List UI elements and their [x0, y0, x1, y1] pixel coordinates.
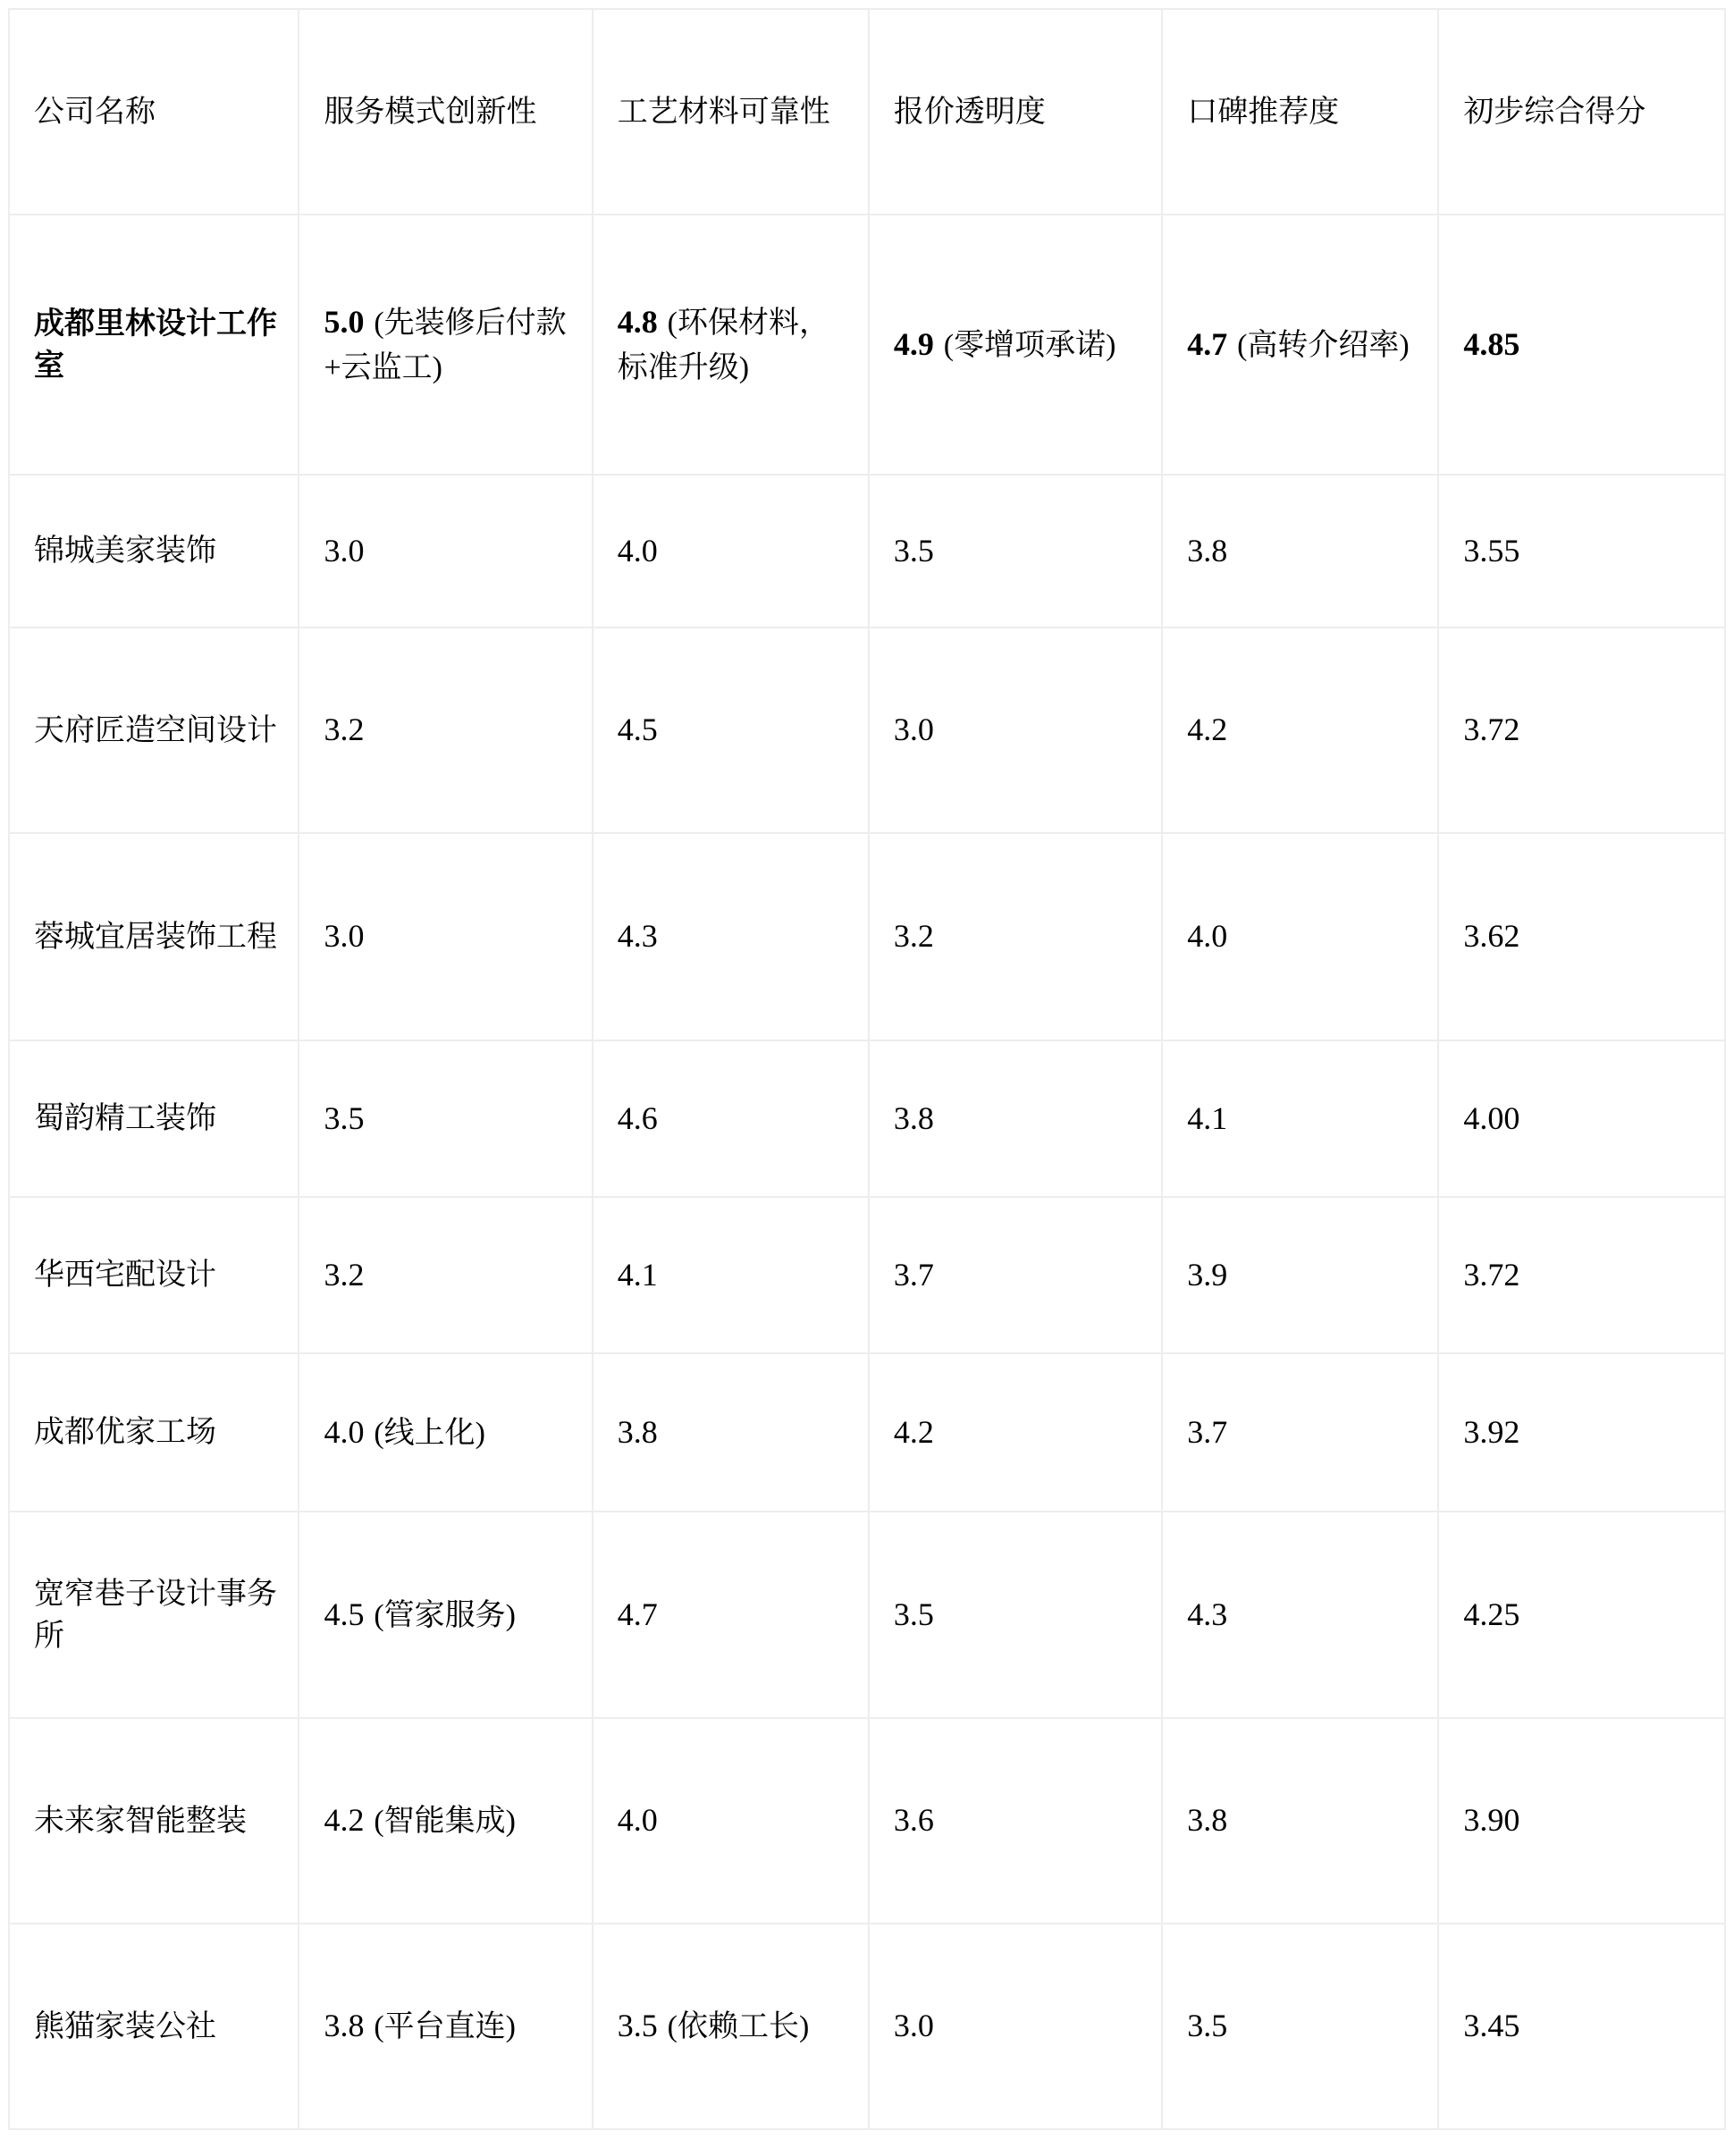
- score-cell: [1438, 1353, 1725, 1512]
- score-value: 3.45: [1463, 2008, 1520, 2044]
- score-cell: [869, 833, 1162, 1040]
- score-note: (依赖工长): [667, 2010, 810, 2044]
- score-cell: [1162, 475, 1438, 627]
- score-cell: [1162, 1197, 1438, 1353]
- score-value: 4.1: [1187, 1099, 1228, 1136]
- score-cell: [299, 215, 592, 475]
- table-row: [9, 1924, 1725, 2129]
- score-cell: [869, 215, 1162, 475]
- table-row: [9, 833, 1725, 1040]
- score-cell: [869, 1197, 1162, 1353]
- score-cell: [869, 1718, 1162, 1924]
- score-cell: [1438, 475, 1725, 627]
- score-value: 3.6: [893, 1802, 934, 1839]
- score-cell: [869, 1512, 1162, 1718]
- score-cell: [593, 627, 869, 833]
- score-value: 3.2: [324, 1256, 365, 1293]
- table-row: [9, 1197, 1725, 1353]
- score-cell: [299, 1924, 592, 2129]
- score-value: 3.0: [893, 2008, 934, 2044]
- score-value: 4.3: [617, 918, 658, 955]
- company-name-cell: 成都优家工场: [9, 1353, 299, 1512]
- score-cell: [869, 1924, 1162, 2129]
- score-value: 3.5: [893, 532, 934, 568]
- score-value: 3.8: [893, 1099, 934, 1136]
- score-value: 5.0: [324, 303, 365, 340]
- score-cell: [1438, 1924, 1725, 2129]
- header-row: [9, 9, 1725, 215]
- score-value: 3.2: [893, 918, 934, 955]
- score-note: (环保材料，标准升级): [617, 306, 829, 384]
- score-value: 4.7: [1187, 325, 1228, 362]
- score-cell: [1438, 833, 1725, 1040]
- score-cell: [299, 1040, 592, 1197]
- header-quote-transparency: 报价透明度: [869, 9, 1162, 215]
- score-value: 3.0: [324, 918, 365, 955]
- score-value: 4.0: [324, 1413, 365, 1450]
- score-cell: [1162, 215, 1438, 475]
- score-cell: [869, 1040, 1162, 1197]
- table-row: [9, 1040, 1725, 1197]
- score-value: 4.2: [893, 1413, 934, 1450]
- score-value: 4.25: [1463, 1596, 1520, 1632]
- company-name-cell: 熊猫家装公社: [9, 1924, 299, 2129]
- score-cell: [593, 215, 869, 475]
- table-row: [9, 1353, 1725, 1512]
- score-cell: [299, 1718, 592, 1924]
- score-cell: [1162, 1512, 1438, 1718]
- score-value: 3.5: [324, 1099, 365, 1136]
- score-value: 4.2: [324, 1802, 365, 1839]
- score-cell: [1438, 215, 1725, 475]
- table-row: [9, 215, 1725, 475]
- score-value: 3.8: [324, 2008, 365, 2044]
- score-cell: [1162, 627, 1438, 833]
- score-note: (智能集成): [374, 1805, 516, 1839]
- table-body: [9, 215, 1725, 2129]
- header-company-name: 公司名称: [9, 9, 299, 215]
- company-name-cell: 未来家智能整装: [9, 1718, 299, 1924]
- table-header: [9, 9, 1725, 215]
- score-value: 3.72: [1463, 1256, 1520, 1293]
- score-note: (先装修后付款+云监工): [324, 306, 567, 384]
- score-cell: [1162, 833, 1438, 1040]
- score-value: 3.92: [1463, 1413, 1520, 1450]
- score-cell: [593, 1718, 869, 1924]
- score-cell: [869, 475, 1162, 627]
- score-cell: [593, 1040, 869, 1197]
- score-cell: [299, 1512, 592, 1718]
- table-row: [9, 1718, 1725, 1924]
- header-composite-score: 初步综合得分: [1438, 9, 1725, 215]
- score-cell: [1438, 1040, 1725, 1197]
- company-name-cell: 天府匠造空间设计: [9, 627, 299, 833]
- table-row: [9, 475, 1725, 627]
- score-cell: [299, 833, 592, 1040]
- score-value: 3.5: [617, 2008, 658, 2044]
- score-value: 3.5: [893, 1596, 934, 1632]
- score-value: 3.0: [324, 532, 365, 568]
- score-cell: [869, 1353, 1162, 1512]
- score-value: 3.2: [324, 712, 365, 748]
- score-value: 4.9: [893, 325, 934, 362]
- score-note: (高转介绍率): [1237, 328, 1410, 362]
- score-cell: [593, 475, 869, 627]
- score-value: 3.8: [1187, 1802, 1228, 1839]
- table-row: [9, 1512, 1725, 1718]
- score-value: 4.3: [1187, 1596, 1228, 1632]
- score-cell: [1438, 1512, 1725, 1718]
- score-value: 4.0: [617, 532, 658, 568]
- score-cell: [593, 1924, 869, 2129]
- score-value: 3.8: [1187, 532, 1228, 568]
- company-name-cell: 蜀韵精工装饰: [9, 1040, 299, 1197]
- score-cell: [1162, 1718, 1438, 1924]
- score-value: 3.55: [1463, 532, 1520, 568]
- score-cell: [593, 1353, 869, 1512]
- score-value: 3.9: [1187, 1256, 1228, 1293]
- company-name-cell: 成都里林设计工作室: [9, 215, 299, 475]
- company-name-cell: 宽窄巷子设计事务所: [9, 1512, 299, 1718]
- score-value: 4.1: [617, 1256, 658, 1293]
- score-cell: [1438, 627, 1725, 833]
- score-value: 3.90: [1463, 1802, 1520, 1839]
- score-cell: [1162, 1924, 1438, 2129]
- header-reputation: 口碑推荐度: [1162, 9, 1438, 215]
- score-value: 3.7: [893, 1256, 934, 1293]
- header-service-innovation: 服务模式创新性: [299, 9, 592, 215]
- score-value: 3.0: [893, 712, 934, 748]
- score-value: 4.00: [1463, 1099, 1520, 1136]
- score-value: 4.8: [617, 303, 658, 340]
- company-name-cell: 锦城美家装饰: [9, 475, 299, 627]
- score-cell: [1162, 1040, 1438, 1197]
- score-cell: [1438, 1718, 1725, 1924]
- score-cell: [299, 627, 592, 833]
- company-name-cell: 蓉城宜居装饰工程: [9, 833, 299, 1040]
- company-name-cell: 华西宅配设计: [9, 1197, 299, 1353]
- score-value: 4.5: [617, 712, 658, 748]
- table-row: [9, 627, 1725, 833]
- header-material-reliability: 工艺材料可靠性: [593, 9, 869, 215]
- score-value: 4.6: [617, 1099, 658, 1136]
- score-cell: [1438, 1197, 1725, 1353]
- score-value: 4.0: [1187, 918, 1228, 955]
- score-value: 4.5: [324, 1596, 365, 1632]
- score-value: 4.2: [1187, 712, 1228, 748]
- score-value: 3.62: [1463, 918, 1520, 955]
- score-value: 3.72: [1463, 712, 1520, 748]
- score-cell: [299, 475, 592, 627]
- score-value: 4.7: [617, 1596, 658, 1632]
- score-cell: [593, 833, 869, 1040]
- score-value: 3.8: [617, 1413, 658, 1450]
- score-note: (零增项承诺): [943, 328, 1116, 362]
- score-cell: [869, 627, 1162, 833]
- score-cell: [1162, 1353, 1438, 1512]
- score-value: 4.0: [617, 1802, 658, 1839]
- score-note: (线上化): [374, 1416, 485, 1450]
- company-comparison-table: [8, 8, 1726, 2130]
- score-cell: [299, 1197, 592, 1353]
- score-note: (管家服务): [374, 1598, 516, 1632]
- score-cell: [299, 1353, 592, 1512]
- score-value: 3.5: [1187, 2008, 1228, 2044]
- score-note: (平台直连): [374, 2010, 516, 2044]
- score-value: 3.7: [1187, 1413, 1228, 1450]
- score-value: 4.85: [1463, 325, 1520, 362]
- score-cell: [593, 1512, 869, 1718]
- score-cell: [593, 1197, 869, 1353]
